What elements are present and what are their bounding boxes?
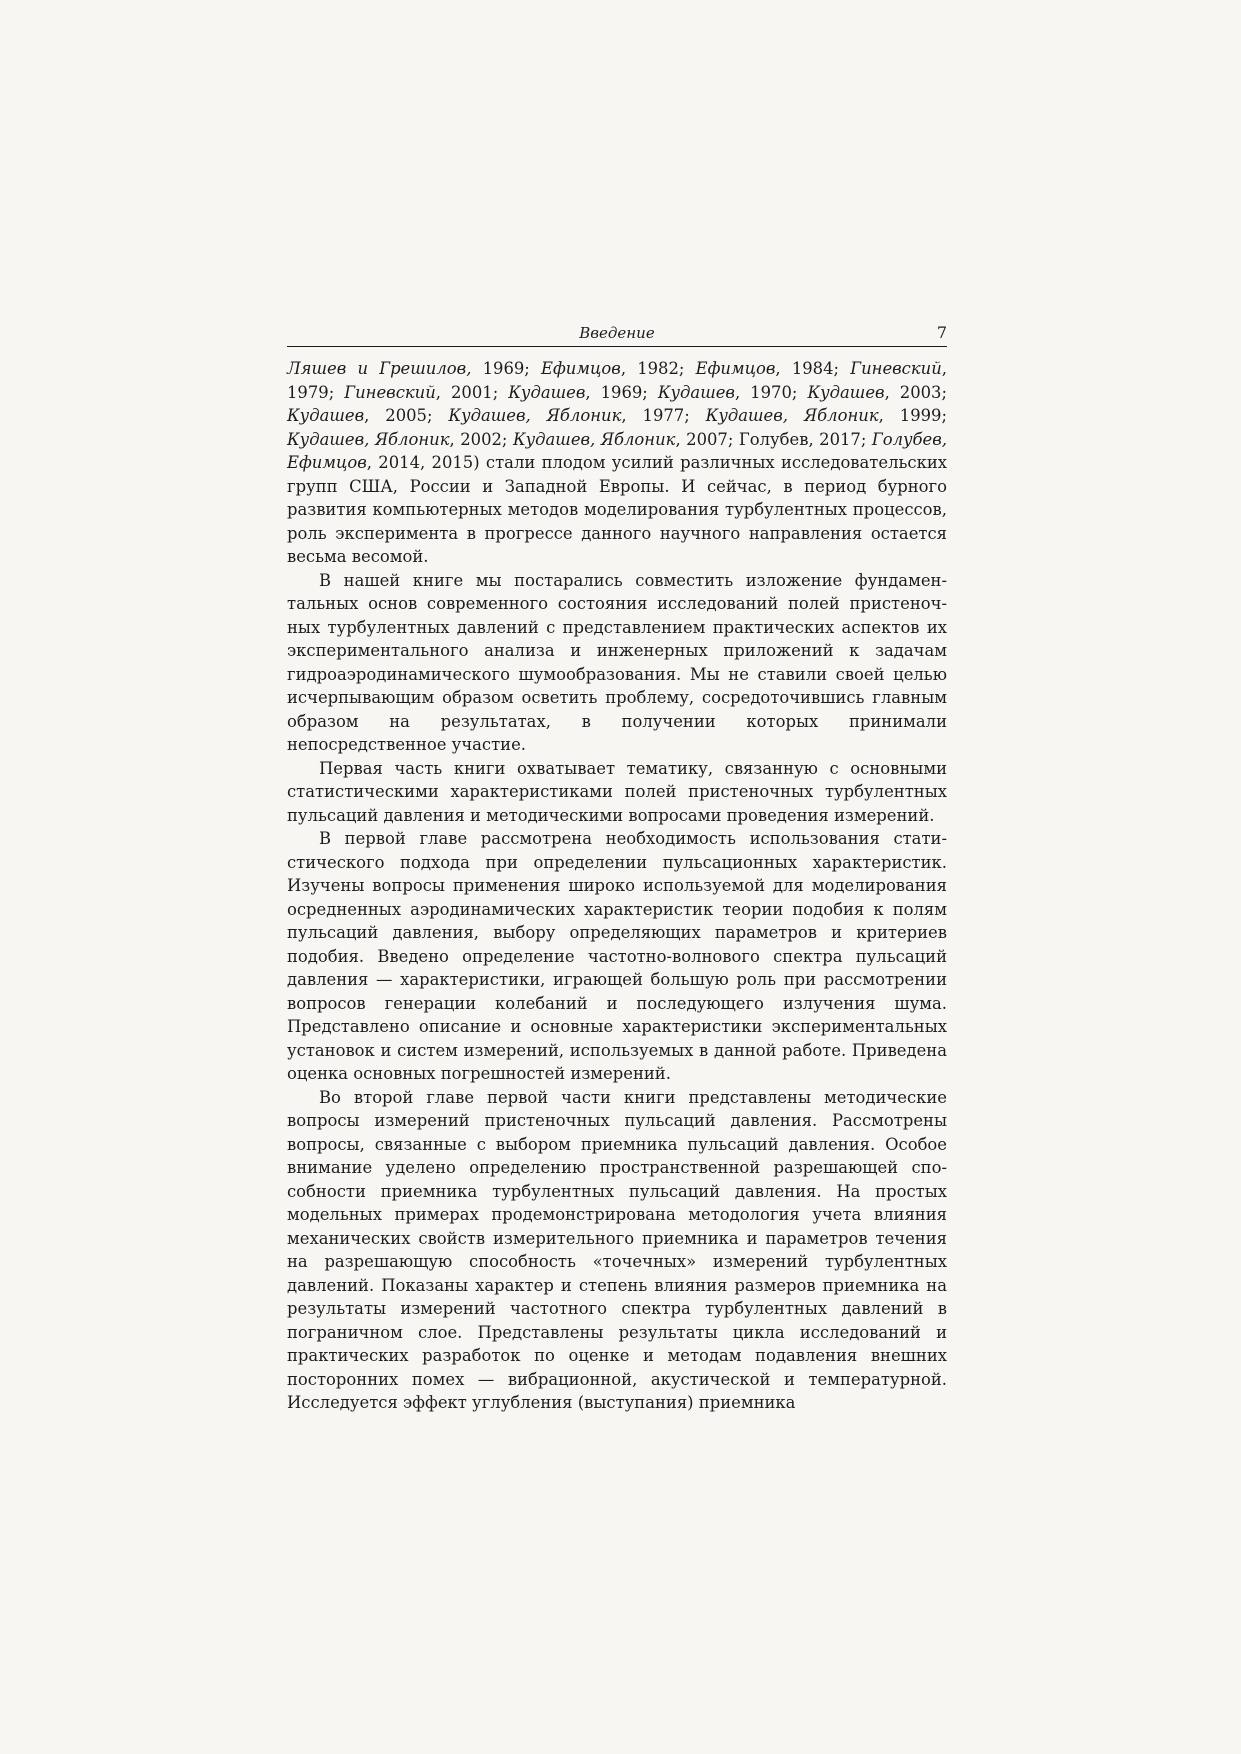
running-head (287, 322, 947, 347)
ref-year: , 2005; (364, 406, 449, 425)
paragraph: Первая часть книги охватывает тематику, связанную с основными статистическими характеристиками полей пристеночных турбулентных пульсаций давления и методическими вопросами проведения измерений. (287, 758, 947, 825)
ref-authors: Ефимцов (541, 359, 621, 378)
ref-authors: Кудашев, Яблоник (448, 406, 622, 425)
ref-authors: Гиневский (850, 359, 942, 378)
ref-authors: Гиневский (344, 382, 436, 402)
ref-year: , 1999; (878, 406, 947, 425)
page-number: 7 (936, 323, 947, 342)
ref-year: , 2007; (675, 429, 739, 449)
paragraph: Во второй главе первой части книги представлены методические вопросы измерений пристеночных пульсаций давления. Рассмотрены вопросы, связанные с выбором приемника пульсаций давления. Особое внимание уделено определению пространственной разрешающей способности приемника турбулентных пульсаций давления. На простых модельных примерах продемонстрирована методология учета влияния механических свойств измерительного приемника и параметров течения на разрешающую способность «точечных» измерений турбулентных давлений. Показаны характер и степень влияния размеров приемника на результаты измерений частотного спектра турбулентных давлений в пограничном слое. Представлены результаты цикла исследований и практических разработок по оценке и методам подавления внешних посторонних помех — вибрационной, акустической и температурной. Исследуется эффект углубления (выступания) приемника (287, 1087, 947, 1412)
ref-year: , 1970; (734, 382, 808, 402)
paragraph-text: стали плодом усилий различных исследовательских групп США, России и Западной Европы. И сейчас, в период бурного развития компьютерных методов моделирования турбулентных процессов, роль эксперимента в прогрессе данного научного направления остается весьма весомой. (287, 453, 948, 566)
ref-authors: Кудашев (807, 382, 885, 402)
ref-authors: Ефимцов (695, 359, 776, 378)
ref-year: , 1982; (620, 359, 696, 378)
running-title: Введение (579, 324, 655, 342)
body-text (287, 357, 947, 1415)
ref-authors: Кудашев (287, 406, 365, 425)
ref-authors: Кудашев, Яблоник (287, 429, 450, 449)
ref-year: Голубев, 2017; (738, 429, 872, 449)
ref-authors: Кудашев (508, 382, 586, 402)
paragraph-references (287, 357, 947, 569)
ref-year: , 1969; (585, 382, 658, 402)
ref-year: , 1977; (621, 406, 706, 425)
ref-authors: Кудашев, Яблоник (512, 429, 676, 449)
ref-year: , 2003; (884, 382, 948, 402)
book-page (287, 322, 947, 1415)
ref-year: , 2001; (435, 382, 509, 402)
ref-year: , 2014, 2015) (366, 453, 486, 472)
paragraph: В первой главе рассмотрена необходимость использования статистического подхода при определении пульсационных характеристик. Изучены вопросы применения широко используемой для моделирования осредненных аэродинамических характеристик теории подобия к полям пульсаций давления, выбору определяющих параметров и критериев подобия. Введено определение частотно-волнового спектра пульсаций давления — характеристики, играющей большую роль при рассмотрении вопросов генерации колебаний и последующего излучения шума. Представлено описание и основные характеристики экспериментальных установок и систем измерений, используемых в данной работе. Приведена оценка основных погрешностей измерений. (287, 829, 947, 1083)
ref-year: , 2002; (449, 429, 513, 449)
ref-year: , 1979; (287, 359, 947, 402)
ref-authors: Голубев, Ефимцов (287, 429, 947, 472)
ref-authors: Кудашев, Яблоник (705, 406, 879, 425)
ref-authors: Ляшев и Грешилов, (287, 359, 472, 378)
paragraph: В нашей книге мы постарались совместить изложение фундаментальных основ современного состояния исследований полей пристеночных турбулентных давлений с представлением практических аспектов их экспериментального анализа и инженерных приложений к задачам гидроаэродинамического шумообразования. Мы не ставили своей целью исчерпывающим образом осветить проблему, сосредоточившись главным образом на результатах, в получении которых принимали непосредственное участие. (287, 570, 947, 754)
ref-year: , 1984; (775, 359, 851, 378)
ref-authors: Кудашев (657, 382, 735, 402)
ref-year: 1969; (471, 359, 542, 378)
